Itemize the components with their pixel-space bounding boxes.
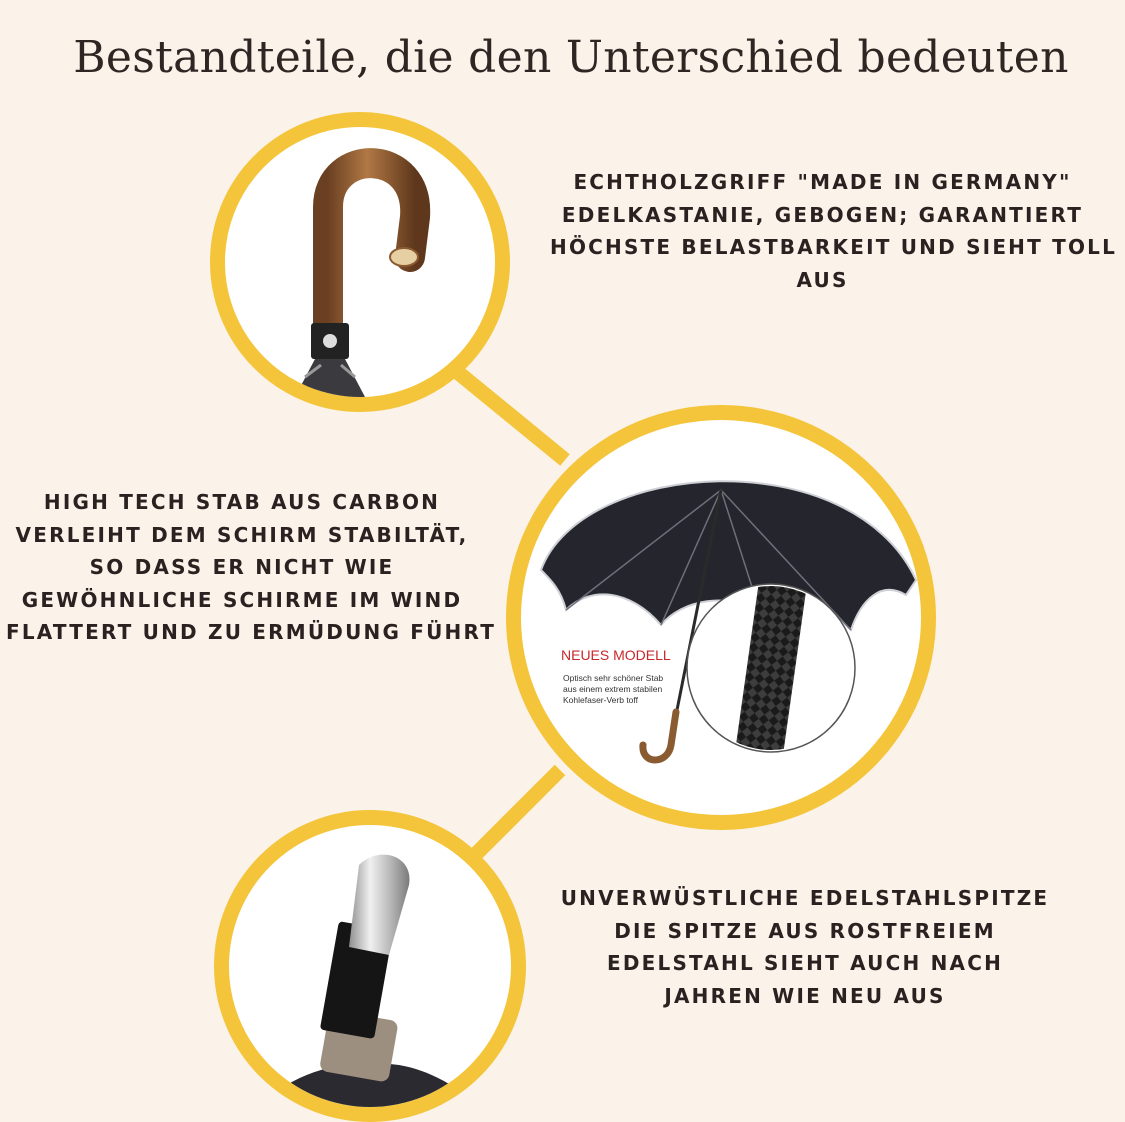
feature-steel-tip: UNVERWÜSTLICHE EDELSTAHLSPITZE DIE SPITZE AUS ROSTFREIEM EDELSTAHL SIEHT AUCH NACH JAHREN WIE NEU AUS bbox=[560, 886, 1050, 1008]
page-title: Bestandteile, die den Unterschied bedeuten bbox=[73, 32, 1069, 83]
steel-tip-image bbox=[229, 825, 511, 1107]
steel-tip-circle bbox=[214, 810, 526, 1122]
new-model-label: NEUES MODELL bbox=[561, 647, 671, 663]
new-model-description: Optisch sehr schöner Stab aus einem extrem stabilen Kohlefaser-Verb toff bbox=[563, 673, 664, 705]
carbon-umbrella-circle bbox=[506, 405, 936, 830]
umbrella-image bbox=[521, 420, 921, 815]
feature-carbon-shaft: HIGH TECH STAB AUS CARBON VERLEIHT DEM SCHIRM STABILTÄT, SO DASS ER NICHT WIE GEWÖHNLICHE SCHIRME IM WIND FLATTERT UND ZU ERMÜDUNG FÜHRT bbox=[6, 490, 497, 644]
wooden-handle-image bbox=[225, 127, 495, 397]
wooden-handle-circle bbox=[210, 112, 510, 412]
feature-wooden-handle: ECHTHOLZGRIFF "MADE IN GERMANY" EDELKASTANIE, GEBOGEN; GARANTIERT HÖCHSTE BELASTBARKEIT UND SIEHT TOLL AUS bbox=[550, 170, 1118, 292]
